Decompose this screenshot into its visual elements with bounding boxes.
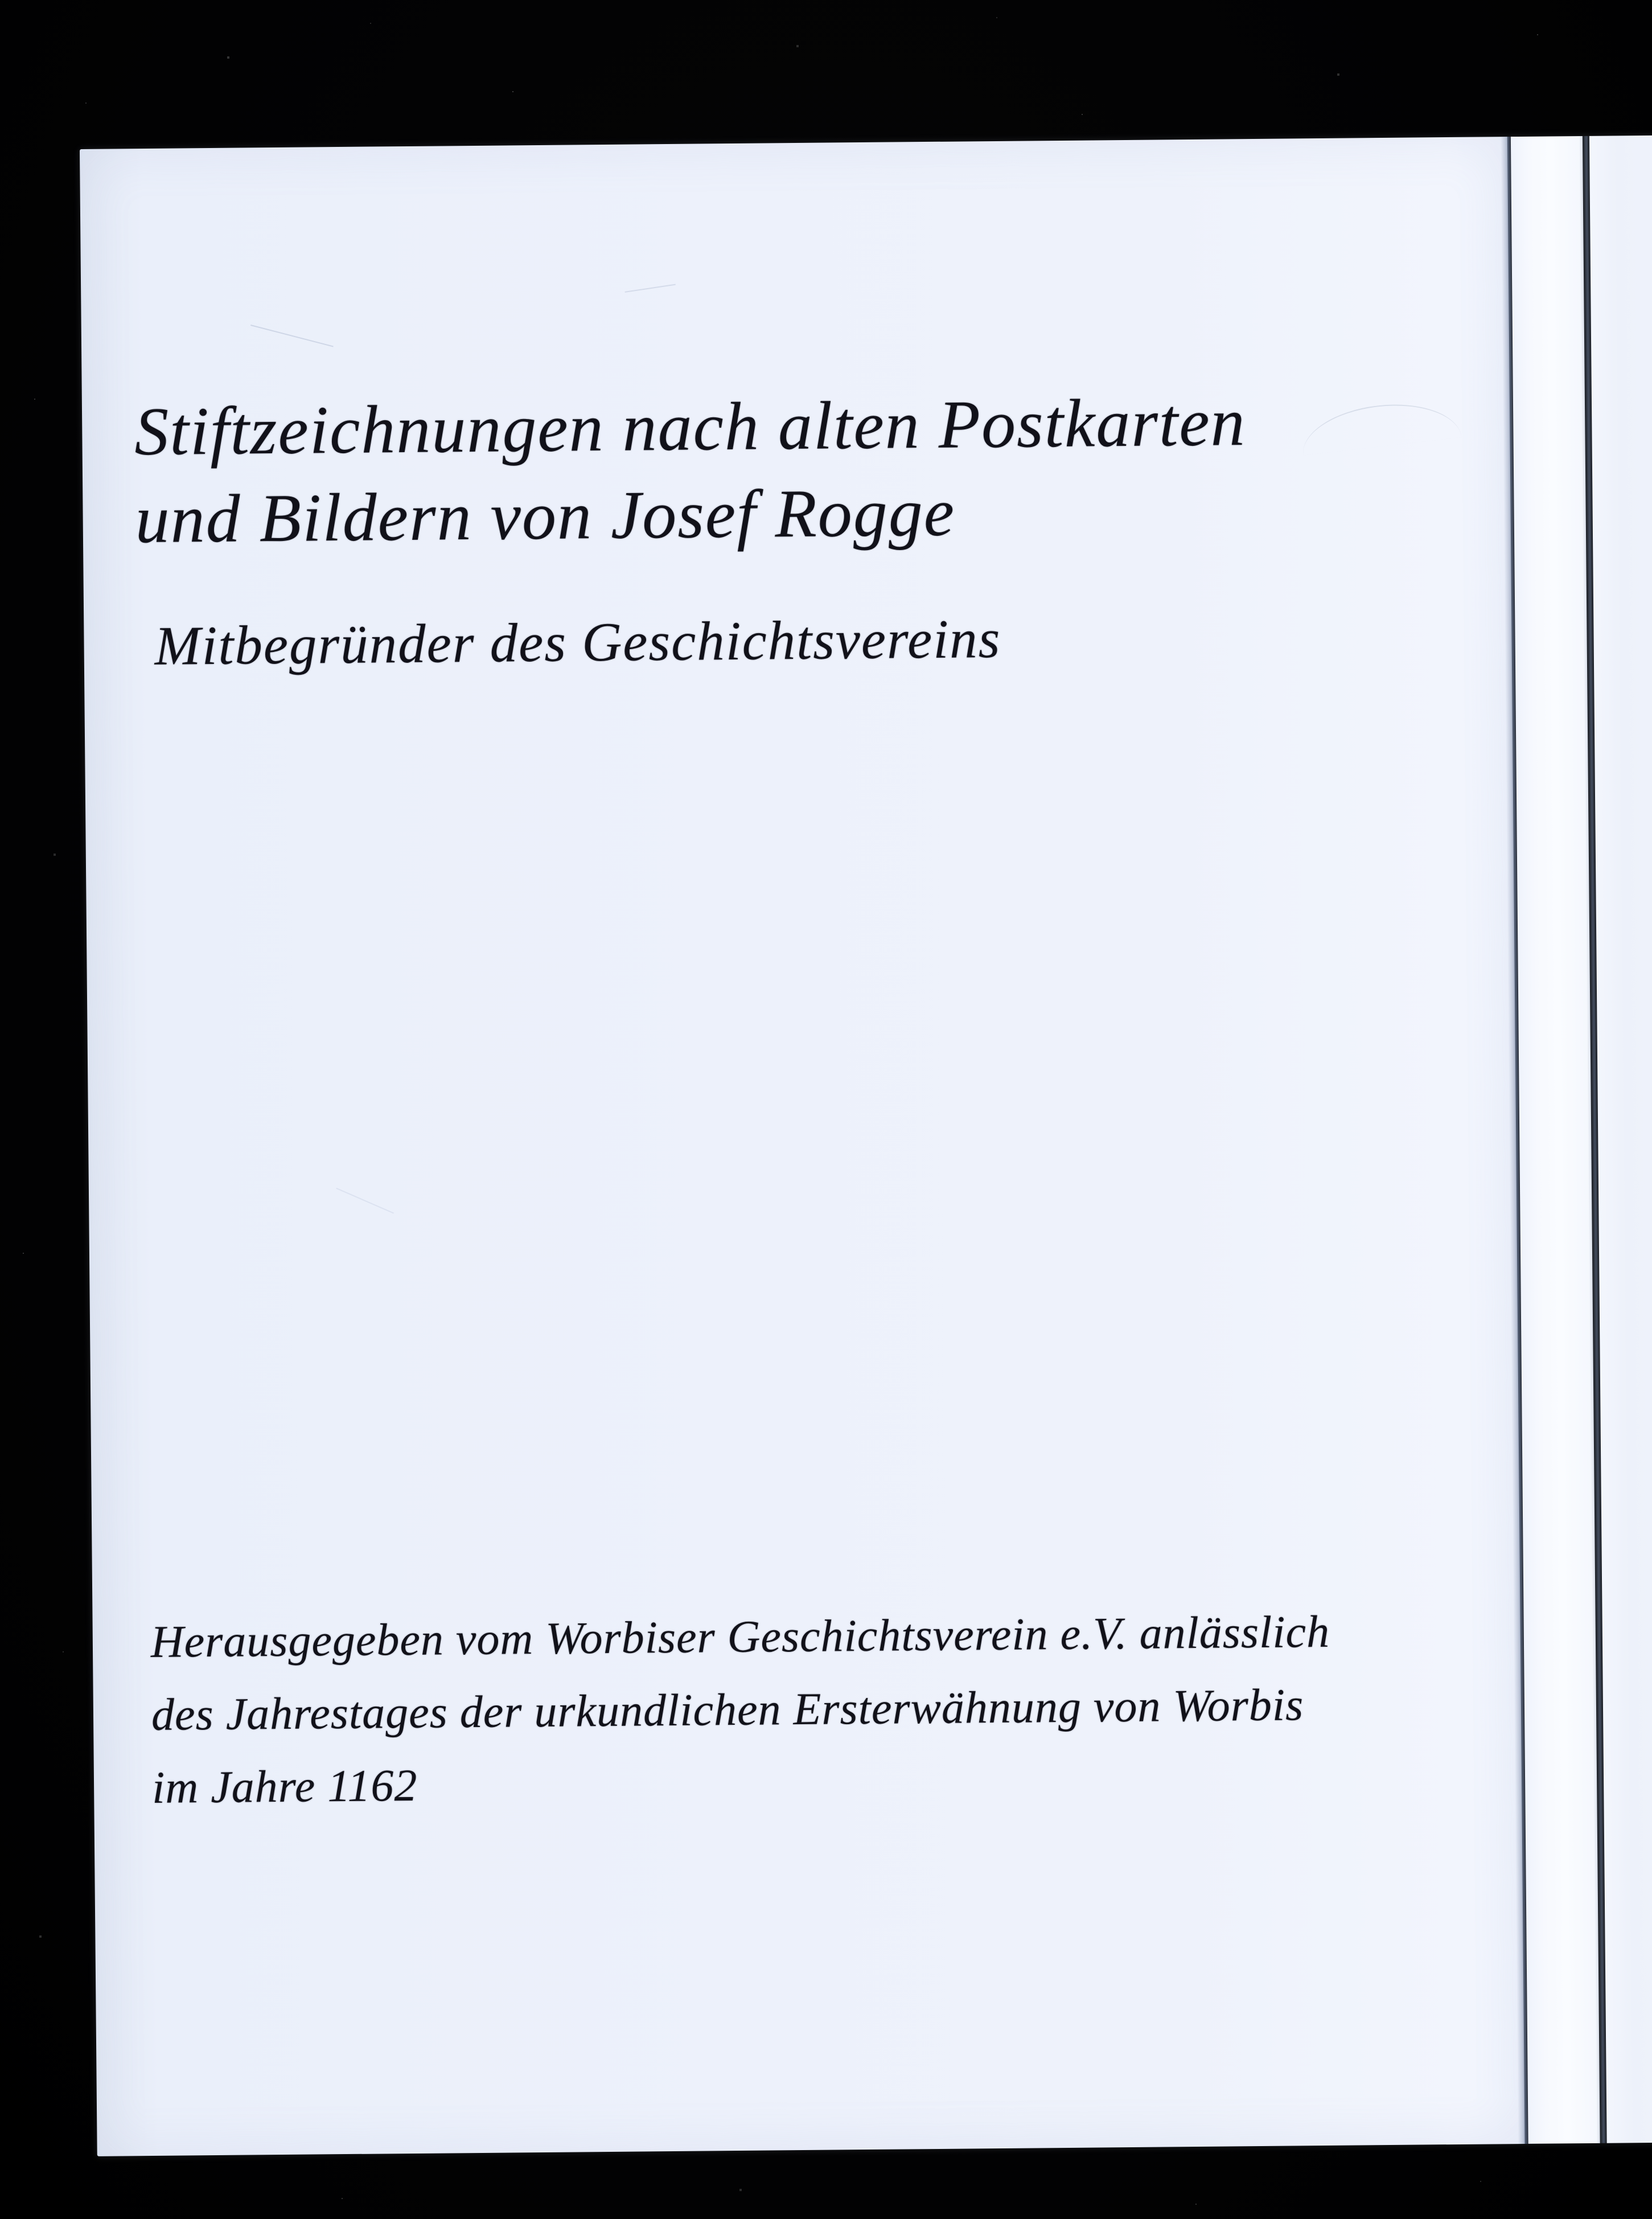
paper-blemish [1298, 396, 1461, 455]
title-line-2: und Bildern von Josef Rogge [135, 474, 956, 557]
paper-blemish [250, 325, 334, 347]
paper-blemish [336, 1188, 394, 1214]
imprint-line-2: des Jahrestages der urkundlichen Ersterwähnung von Worbis [151, 1680, 1304, 1741]
imprint-line-3: im Jahre 1162 [151, 1760, 418, 1813]
imprint-block [150, 1595, 1332, 1824]
imprint-line-1: Herausgegeben vom Worbiser Geschichtsverein e.V. anlässlich [150, 1606, 1330, 1668]
page-title [134, 378, 1247, 563]
dust-specks [0, 0, 1, 1]
subtitle: Mitbegründer des Geschichtsvereins [154, 608, 1001, 676]
title-page [80, 136, 1652, 2156]
title-line-1: Stiftzeichnungen nach alten Postkarten [134, 384, 1247, 470]
paper-blemish [625, 284, 676, 293]
